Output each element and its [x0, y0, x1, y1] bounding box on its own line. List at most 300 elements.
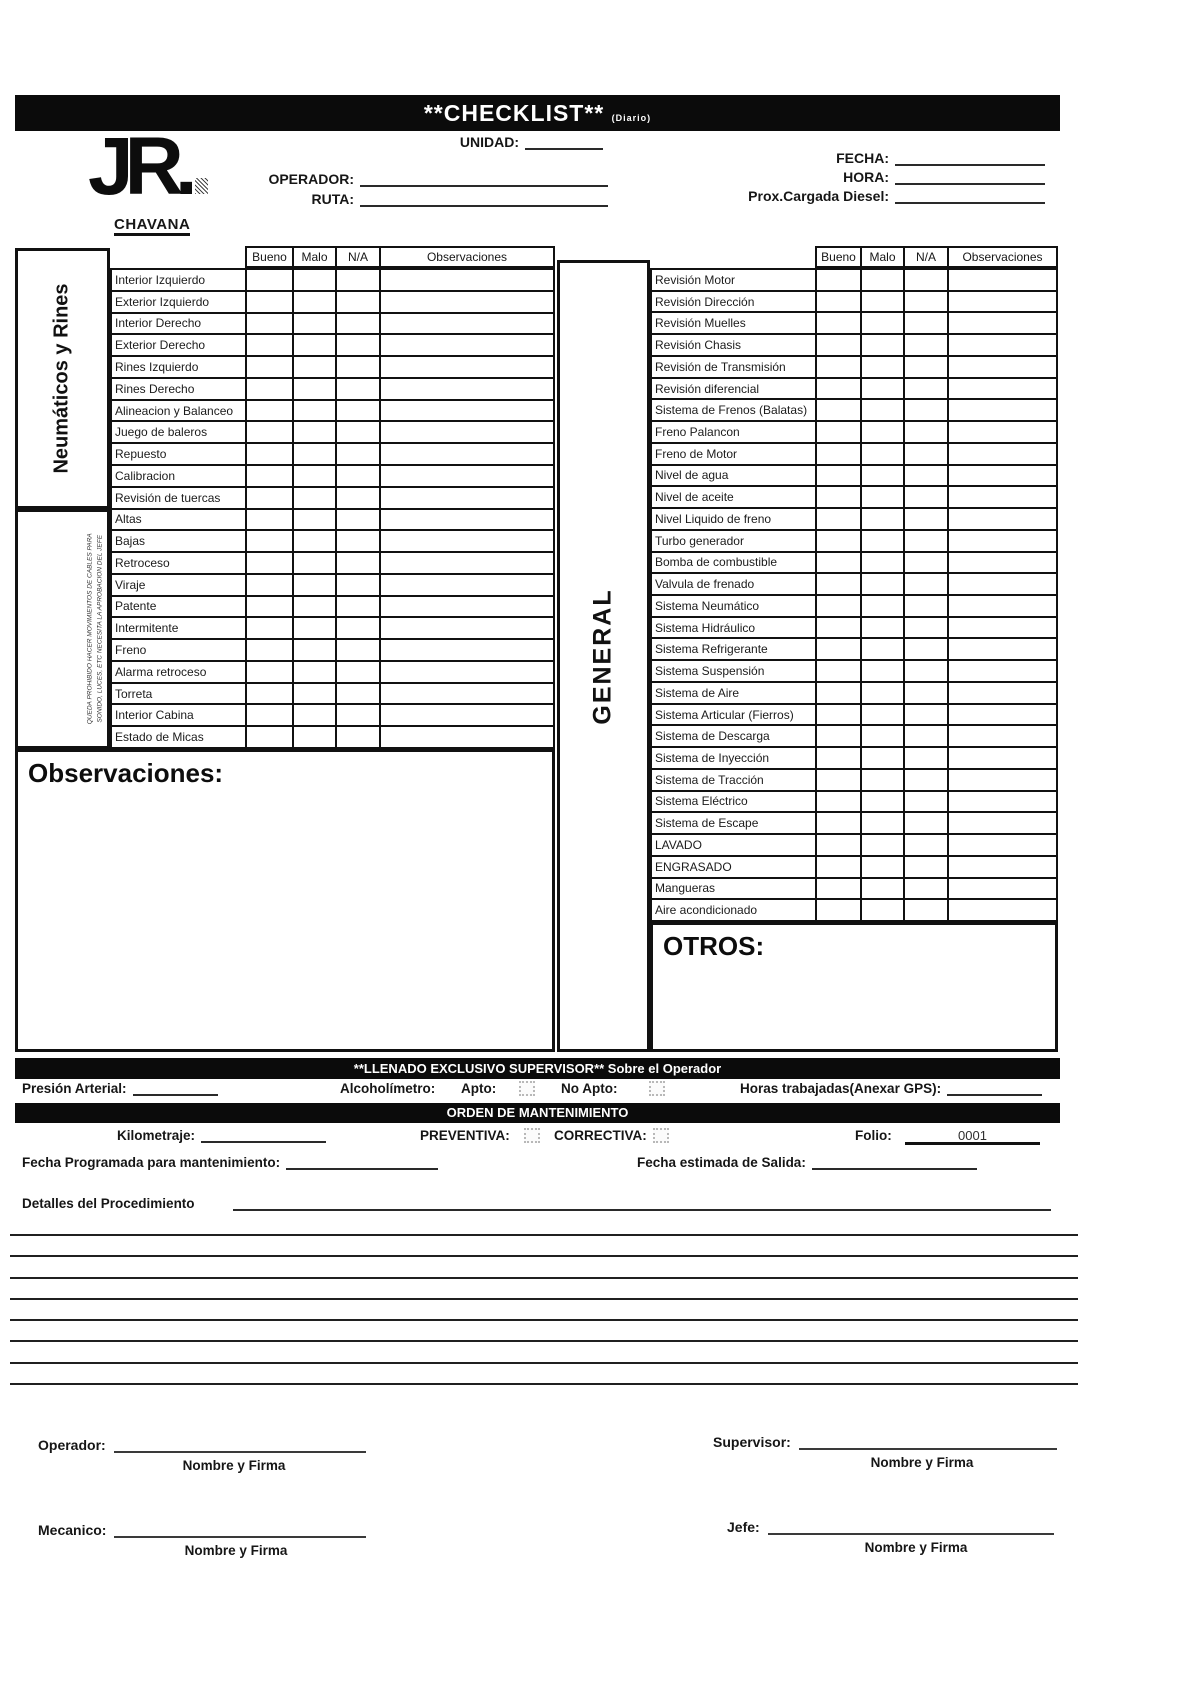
checkbox-cell-obs[interactable] — [949, 574, 1058, 594]
checkbox-cell-bueno[interactable] — [817, 422, 862, 442]
checkbox-cell-obs[interactable] — [381, 292, 555, 312]
checkbox-cell-bueno[interactable] — [817, 857, 862, 877]
checklist-row — [112, 510, 555, 532]
checkbox-cell-na[interactable] — [905, 661, 949, 681]
checkbox-cell-malo[interactable] — [862, 726, 905, 746]
checkbox-cell-bueno[interactable] — [817, 900, 862, 920]
checkbox-cell-malo[interactable] — [294, 270, 337, 290]
checkbox-cell-bueno[interactable] — [247, 662, 294, 682]
ruled-line[interactable] — [10, 1255, 1078, 1257]
checkbox-cell-na[interactable] — [337, 314, 381, 334]
kilometraje-label: Kilometraje: — [117, 1128, 196, 1143]
checkbox-cell-malo[interactable] — [862, 748, 905, 768]
checkbox-cell-obs[interactable] — [381, 684, 555, 704]
checkbox-cell-malo[interactable] — [294, 553, 337, 573]
checkbox-cell-bueno[interactable] — [817, 661, 862, 681]
checklist-row — [652, 900, 1058, 922]
checkbox-cell-malo[interactable] — [294, 357, 337, 377]
checkbox-cell-bueno[interactable] — [817, 726, 862, 746]
checkbox-cell-bueno[interactable] — [817, 313, 862, 333]
checkbox-cell-obs[interactable] — [381, 553, 555, 573]
checkbox-cell-na[interactable] — [905, 553, 949, 573]
checkbox-cell-malo[interactable] — [862, 292, 905, 312]
observaciones-box[interactable] — [15, 749, 555, 1052]
checkbox-cell-obs[interactable] — [949, 596, 1058, 616]
checkbox-cell-bueno[interactable] — [817, 357, 862, 377]
checkbox-cell-na[interactable] — [337, 270, 381, 290]
checkbox-cell-na[interactable] — [905, 748, 949, 768]
checkbox-cell-obs[interactable] — [949, 553, 1058, 573]
checkbox-cell-na[interactable] — [905, 400, 949, 420]
checkbox-cell-malo[interactable] — [862, 792, 905, 812]
detalles-input-line[interactable] — [233, 1196, 1051, 1211]
checkbox-cell-obs[interactable] — [949, 618, 1058, 638]
checkbox-cell-bueno[interactable] — [247, 422, 294, 442]
checkbox-cell-malo[interactable] — [862, 270, 905, 290]
checkbox-cell-malo[interactable] — [862, 487, 905, 507]
checkbox-cell-na[interactable] — [905, 770, 949, 790]
preventiva-checkbox[interactable] — [524, 1128, 540, 1143]
checkbox-cell-bueno[interactable] — [817, 835, 862, 855]
item-label: Revisión de Transmisión — [652, 357, 817, 377]
checkbox-cell-bueno[interactable] — [247, 379, 294, 399]
item-label: Nivel de aceite — [652, 487, 817, 507]
checkbox-cell-malo[interactable] — [294, 292, 337, 312]
operador-signature — [38, 1437, 366, 1453]
checkbox-cell-malo[interactable] — [294, 379, 337, 399]
logo-dither-mark — [195, 178, 208, 194]
checkbox-cell-na[interactable] — [337, 510, 381, 530]
checkbox-cell-obs[interactable] — [381, 357, 555, 377]
checkbox-cell-malo[interactable] — [862, 813, 905, 833]
ruled-line[interactable] — [10, 1362, 1078, 1364]
checkbox-cell-na[interactable] — [905, 835, 949, 855]
checkbox-cell-na[interactable] — [337, 488, 381, 508]
checkbox-cell-obs[interactable] — [949, 705, 1058, 725]
checkbox-cell-obs[interactable] — [949, 466, 1058, 486]
checkbox-cell-obs[interactable] — [381, 466, 555, 486]
checkbox-cell-malo[interactable] — [294, 597, 337, 617]
item-label: Juego de baleros — [112, 422, 247, 442]
checkbox-cell-na[interactable] — [905, 618, 949, 638]
checkbox-cell-malo[interactable] — [294, 401, 337, 421]
checkbox-cell-malo[interactable] — [862, 596, 905, 616]
checkbox-cell-bueno[interactable] — [817, 292, 862, 312]
prox-diesel-input-line[interactable] — [895, 188, 1045, 204]
mecanico-signature-label: Mecanico: — [38, 1522, 107, 1538]
checkbox-cell-malo[interactable] — [294, 314, 337, 334]
unidad-field — [440, 134, 603, 150]
supervisor-bar-text: **LLENADO EXCLUSIVO SUPERVISOR** Sobre el Operador — [353, 1061, 722, 1076]
checkbox-cell-bueno[interactable] — [247, 357, 294, 377]
jefe-signature-caption: Nombre y Firma — [864, 1540, 968, 1555]
checkbox-cell-obs[interactable] — [949, 400, 1058, 420]
checkbox-cell-obs[interactable] — [949, 531, 1058, 551]
otros-box[interactable] — [650, 922, 1058, 1052]
checkbox-cell-malo[interactable] — [294, 705, 337, 725]
checkbox-cell-obs[interactable] — [381, 640, 555, 660]
checkbox-cell-bueno[interactable] — [817, 879, 862, 899]
checkbox-cell-malo[interactable] — [862, 835, 905, 855]
checkbox-cell-bueno[interactable] — [817, 335, 862, 355]
checkbox-cell-obs[interactable] — [381, 531, 555, 551]
checkbox-cell-bueno[interactable] — [817, 770, 862, 790]
checkbox-cell-bueno[interactable] — [247, 553, 294, 573]
checkbox-cell-bueno[interactable] — [817, 466, 862, 486]
checkbox-cell-malo[interactable] — [862, 553, 905, 573]
right-table-header — [815, 246, 1058, 268]
item-label: Bomba de combustible — [652, 553, 817, 573]
checkbox-cell-bueno[interactable] — [247, 531, 294, 551]
checkbox-cell-obs[interactable] — [949, 748, 1058, 768]
checkbox-cell-obs[interactable] — [381, 488, 555, 508]
checkbox-cell-obs[interactable] — [381, 444, 555, 464]
checkbox-cell-na[interactable] — [905, 487, 949, 507]
checkbox-cell-obs[interactable] — [949, 444, 1058, 464]
item-label: LAVADO — [652, 835, 817, 855]
operador-input-line[interactable] — [360, 171, 608, 187]
item-label: Sistema de Descarga — [652, 726, 817, 746]
checkbox-cell-bueno[interactable] — [817, 509, 862, 529]
checkbox-cell-na[interactable] — [905, 531, 949, 551]
checkbox-cell-bueno[interactable] — [247, 444, 294, 464]
checkbox-cell-malo[interactable] — [862, 357, 905, 377]
checkbox-cell-na[interactable] — [337, 422, 381, 442]
checkbox-cell-na[interactable] — [905, 813, 949, 833]
checkbox-cell-na[interactable] — [905, 900, 949, 920]
checkbox-cell-na[interactable] — [337, 575, 381, 595]
checkbox-cell-na[interactable] — [905, 313, 949, 333]
presion-arterial-field — [22, 1081, 218, 1096]
checklist-row — [652, 835, 1058, 857]
checkbox-cell-malo[interactable] — [862, 422, 905, 442]
checkbox-cell-bueno[interactable] — [817, 813, 862, 833]
checkbox-cell-malo[interactable] — [862, 574, 905, 594]
checkbox-cell-bueno[interactable] — [817, 705, 862, 725]
fecha-salida-input-line[interactable] — [812, 1155, 977, 1170]
ruled-line[interactable] — [10, 1277, 1078, 1279]
apto-checkbox[interactable] — [519, 1081, 535, 1096]
operador-signature-line[interactable] — [114, 1437, 366, 1453]
checklist-row — [652, 292, 1058, 314]
company-logo — [88, 121, 208, 236]
checkbox-cell-na[interactable] — [905, 683, 949, 703]
checkbox-cell-na[interactable] — [337, 466, 381, 486]
checkbox-cell-na[interactable] — [905, 879, 949, 899]
checkbox-cell-bueno[interactable] — [817, 487, 862, 507]
section-general — [557, 260, 650, 1052]
checkbox-cell-bueno[interactable] — [247, 640, 294, 660]
checkbox-cell-bueno[interactable] — [817, 574, 862, 594]
checkbox-cell-bueno[interactable] — [247, 510, 294, 530]
supervisor-signature — [713, 1434, 1057, 1450]
checkbox-cell-obs[interactable] — [381, 335, 555, 355]
fecha-programada-input-line[interactable] — [286, 1155, 438, 1170]
checkbox-cell-bueno[interactable] — [247, 292, 294, 312]
checkbox-cell-malo[interactable] — [862, 400, 905, 420]
checklist-row — [652, 444, 1058, 466]
checkbox-cell-na[interactable] — [905, 335, 949, 355]
item-label: Aire acondicionado — [652, 900, 817, 920]
checkbox-cell-malo[interactable] — [862, 313, 905, 333]
checklist-row — [652, 531, 1058, 553]
checkbox-cell-malo[interactable] — [294, 444, 337, 464]
checkbox-cell-obs[interactable] — [381, 597, 555, 617]
checkbox-cell-obs[interactable] — [949, 313, 1058, 333]
checkbox-cell-na[interactable] — [905, 857, 949, 877]
checkbox-cell-bueno[interactable] — [247, 335, 294, 355]
checkbox-cell-malo[interactable] — [862, 444, 905, 464]
checkbox-cell-obs[interactable] — [949, 639, 1058, 659]
checkbox-cell-malo[interactable] — [862, 466, 905, 486]
checkbox-cell-malo[interactable] — [294, 466, 337, 486]
checkbox-cell-malo[interactable] — [862, 335, 905, 355]
checkbox-cell-na[interactable] — [337, 684, 381, 704]
item-label: Revisión Chasis — [652, 335, 817, 355]
kilometraje-input-line[interactable] — [201, 1128, 326, 1143]
detalles-label: Detalles del Procedimiento — [22, 1196, 195, 1211]
checkbox-cell-bueno[interactable] — [817, 639, 862, 659]
ruled-line[interactable] — [10, 1383, 1078, 1385]
checkbox-cell-malo[interactable] — [294, 575, 337, 595]
checkbox-cell-na[interactable] — [337, 335, 381, 355]
checklist-row — [112, 335, 555, 357]
checkbox-cell-na[interactable] — [337, 531, 381, 551]
checklist-row — [652, 661, 1058, 683]
correctiva-checkbox[interactable] — [653, 1128, 669, 1143]
checkbox-cell-na[interactable] — [905, 270, 949, 290]
unidad-label: UNIDAD: — [459, 134, 519, 150]
checkbox-cell-na[interactable] — [905, 639, 949, 659]
mecanico-signature-line[interactable] — [114, 1522, 366, 1538]
ruta-input-line[interactable] — [360, 191, 608, 207]
checkbox-cell-malo[interactable] — [862, 857, 905, 877]
checkbox-cell-obs[interactable] — [381, 727, 555, 747]
checkbox-cell-malo[interactable] — [862, 879, 905, 899]
checkbox-cell-na[interactable] — [337, 379, 381, 399]
checkbox-cell-na[interactable] — [337, 553, 381, 573]
checkbox-cell-bueno[interactable] — [817, 596, 862, 616]
checkbox-cell-na[interactable] — [337, 640, 381, 660]
checkbox-cell-obs[interactable] — [381, 422, 555, 442]
checkbox-cell-obs[interactable] — [949, 270, 1058, 290]
checkbox-cell-malo[interactable] — [862, 531, 905, 551]
col-bueno: Bueno — [817, 248, 862, 266]
checkbox-cell-obs[interactable] — [949, 900, 1058, 920]
ruled-line[interactable] — [10, 1319, 1078, 1321]
item-label: Sistema de Escape — [652, 813, 817, 833]
checkbox-cell-malo[interactable] — [294, 531, 337, 551]
checkbox-cell-bueno[interactable] — [817, 531, 862, 551]
checkbox-cell-malo[interactable] — [294, 510, 337, 530]
checkbox-cell-bueno[interactable] — [817, 270, 862, 290]
checkbox-cell-bueno[interactable] — [817, 553, 862, 573]
checkbox-cell-na[interactable] — [905, 792, 949, 812]
checkbox-cell-na[interactable] — [905, 292, 949, 312]
checkbox-cell-na[interactable] — [337, 357, 381, 377]
checkbox-cell-na[interactable] — [905, 379, 949, 399]
checkbox-cell-obs[interactable] — [949, 509, 1058, 529]
checkbox-cell-malo[interactable] — [294, 684, 337, 704]
checkbox-cell-bueno[interactable] — [817, 379, 862, 399]
checkbox-cell-obs[interactable] — [949, 357, 1058, 377]
checkbox-cell-bueno[interactable] — [247, 727, 294, 747]
checkbox-cell-malo[interactable] — [294, 727, 337, 747]
checkbox-cell-obs[interactable] — [381, 379, 555, 399]
item-label: ENGRASADO — [652, 857, 817, 877]
item-label: Revisión Muelles — [652, 313, 817, 333]
checkbox-cell-obs[interactable] — [381, 510, 555, 530]
checkbox-cell-obs[interactable] — [949, 792, 1058, 812]
item-label: Sistema Eléctrico — [652, 792, 817, 812]
checklist-row — [112, 444, 555, 466]
ruled-line[interactable] — [10, 1340, 1078, 1342]
checkbox-cell-na[interactable] — [905, 357, 949, 377]
left-table-header — [245, 246, 555, 268]
mecanico-signature-caption: Nombre y Firma — [184, 1543, 288, 1558]
checkbox-cell-obs[interactable] — [381, 618, 555, 638]
checklist-row — [112, 379, 555, 401]
checkbox-cell-malo[interactable] — [294, 488, 337, 508]
checkbox-cell-malo[interactable] — [294, 422, 337, 442]
checkbox-cell-obs[interactable] — [949, 379, 1058, 399]
checkbox-cell-na[interactable] — [905, 574, 949, 594]
checkbox-cell-bueno[interactable] — [247, 466, 294, 486]
checkbox-cell-malo[interactable] — [294, 640, 337, 660]
checkbox-cell-bueno[interactable] — [247, 401, 294, 421]
checkbox-cell-na[interactable] — [337, 727, 381, 747]
checkbox-cell-malo[interactable] — [294, 662, 337, 682]
checklist-row — [652, 400, 1058, 422]
checkbox-cell-obs[interactable] — [381, 314, 555, 334]
checklist-row — [112, 597, 555, 619]
checkbox-cell-obs[interactable] — [381, 270, 555, 290]
logo-brand-text: CHAVANA — [114, 216, 190, 236]
checkbox-cell-na[interactable] — [905, 726, 949, 746]
unidad-input-line[interactable] — [525, 134, 603, 150]
checkbox-cell-na[interactable] — [337, 618, 381, 638]
checkbox-cell-obs[interactable] — [949, 857, 1058, 877]
no-apto-checkbox[interactable] — [649, 1081, 665, 1096]
checkbox-cell-malo[interactable] — [862, 618, 905, 638]
checkbox-cell-na[interactable] — [337, 401, 381, 421]
item-label: Freno Palancon — [652, 422, 817, 442]
checkbox-cell-bueno[interactable] — [247, 488, 294, 508]
checkbox-cell-na[interactable] — [905, 466, 949, 486]
observaciones-heading: Observaciones: — [28, 758, 224, 788]
presion-arterial-input-line[interactable] — [133, 1081, 218, 1096]
checkbox-cell-bueno[interactable] — [817, 444, 862, 464]
checkbox-cell-bueno[interactable] — [817, 748, 862, 768]
checkbox-cell-obs[interactable] — [949, 335, 1058, 355]
checkbox-cell-malo[interactable] — [862, 683, 905, 703]
checkbox-cell-obs[interactable] — [381, 575, 555, 595]
checkbox-cell-malo[interactable] — [862, 509, 905, 529]
checkbox-cell-obs[interactable] — [949, 770, 1058, 790]
checkbox-cell-bueno[interactable] — [817, 683, 862, 703]
checkbox-cell-bueno[interactable] — [247, 597, 294, 617]
checkbox-cell-bueno[interactable] — [247, 684, 294, 704]
supervisor-signature-label: Supervisor: — [713, 1434, 791, 1450]
horas-trabajadas-input-line[interactable] — [947, 1081, 1042, 1096]
checkbox-cell-obs[interactable] — [949, 726, 1058, 746]
checkbox-cell-malo[interactable] — [862, 770, 905, 790]
checkbox-cell-bueno[interactable] — [817, 792, 862, 812]
checklist-row — [652, 422, 1058, 444]
checkbox-cell-obs[interactable] — [949, 683, 1058, 703]
checkbox-cell-na[interactable] — [337, 292, 381, 312]
fecha-input-line[interactable] — [895, 150, 1045, 166]
checkbox-cell-bueno[interactable] — [817, 400, 862, 420]
preventiva-label: PREVENTIVA: — [420, 1128, 510, 1143]
checkbox-cell-bueno[interactable] — [817, 618, 862, 638]
checkbox-cell-obs[interactable] — [381, 662, 555, 682]
item-label: Sistema de Tracción — [652, 770, 817, 790]
checkbox-cell-na[interactable] — [337, 597, 381, 617]
checkbox-cell-bueno[interactable] — [247, 314, 294, 334]
item-label: Viraje — [112, 575, 247, 595]
checkbox-cell-obs[interactable] — [949, 292, 1058, 312]
checkbox-cell-bueno[interactable] — [247, 618, 294, 638]
checkbox-cell-na[interactable] — [905, 596, 949, 616]
checklist-row — [112, 640, 555, 662]
checkbox-cell-obs[interactable] — [949, 835, 1058, 855]
jefe-signature-line[interactable] — [768, 1519, 1054, 1535]
item-label: Exterior Izquierdo — [112, 292, 247, 312]
checkbox-cell-na[interactable] — [337, 705, 381, 725]
checkbox-cell-na[interactable] — [337, 662, 381, 682]
checkbox-cell-malo[interactable] — [862, 705, 905, 725]
checklist-row — [652, 596, 1058, 618]
supervisor-signature-line[interactable] — [799, 1434, 1057, 1450]
checkbox-cell-bueno[interactable] — [247, 575, 294, 595]
supervisor-signature-caption: Nombre y Firma — [870, 1455, 974, 1470]
checkbox-cell-obs[interactable] — [949, 487, 1058, 507]
item-label: Nivel de agua — [652, 466, 817, 486]
checkbox-cell-malo[interactable] — [294, 335, 337, 355]
ruled-line[interactable] — [10, 1234, 1078, 1236]
checkbox-cell-obs[interactable] — [949, 661, 1058, 681]
checkbox-cell-malo[interactable] — [862, 900, 905, 920]
checkbox-cell-malo[interactable] — [294, 618, 337, 638]
checkbox-cell-obs[interactable] — [949, 879, 1058, 899]
checkbox-cell-na[interactable] — [905, 422, 949, 442]
checkbox-cell-malo[interactable] — [862, 639, 905, 659]
checklist-row — [112, 488, 555, 510]
checkbox-cell-obs[interactable] — [381, 401, 555, 421]
checkbox-cell-malo[interactable] — [862, 661, 905, 681]
checkbox-cell-malo[interactable] — [862, 379, 905, 399]
checkbox-cell-na[interactable] — [905, 444, 949, 464]
mecanico-signature — [38, 1522, 366, 1538]
item-label: Exterior Derecho — [112, 335, 247, 355]
checkbox-cell-bueno[interactable] — [247, 705, 294, 725]
checkbox-cell-obs[interactable] — [381, 705, 555, 725]
checkbox-cell-bueno[interactable] — [247, 270, 294, 290]
item-label: Sistema de Inyección — [652, 748, 817, 768]
item-label: Intermitente — [112, 618, 247, 638]
item-label: Retroceso — [112, 553, 247, 573]
item-label: Revisión Dirección — [652, 292, 817, 312]
checkbox-cell-na[interactable] — [905, 509, 949, 529]
checkbox-cell-na[interactable] — [337, 444, 381, 464]
hora-input-line[interactable] — [895, 169, 1045, 185]
checkbox-cell-na[interactable] — [905, 705, 949, 725]
ruled-line[interactable] — [10, 1298, 1078, 1300]
checkbox-cell-obs[interactable] — [949, 422, 1058, 442]
item-label: Valvula de frenado — [652, 574, 817, 594]
checkbox-cell-obs[interactable] — [949, 813, 1058, 833]
